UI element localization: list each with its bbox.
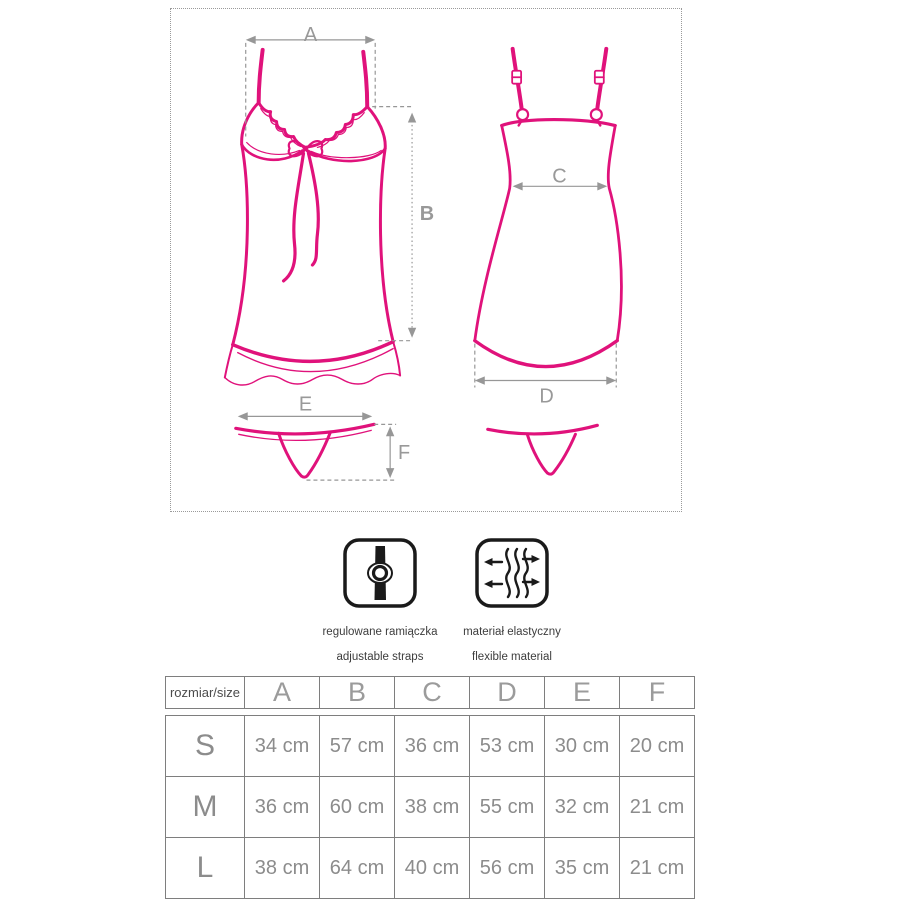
table-row-s — [166, 716, 695, 777]
measure-label-d: D — [539, 385, 554, 408]
measure-label-b: B — [419, 203, 435, 226]
value-s-f: 20 cm — [620, 716, 695, 777]
thong-front-drawing — [236, 424, 374, 477]
value-l-b: 64 cm — [320, 838, 395, 899]
measurement-diagram-box — [170, 8, 682, 512]
chemise-front-drawing — [225, 50, 400, 385]
feature-adjustable-straps — [305, 538, 455, 663]
value-l-f: 21 cm — [620, 838, 695, 899]
elastic-material-icon — [475, 538, 549, 608]
strap-ring-icon — [517, 109, 528, 120]
value-m-c: 38 cm — [395, 777, 470, 838]
column-header-e: E — [545, 677, 620, 709]
value-l-a: 38 cm — [245, 838, 320, 899]
feature-label-en: flexible material — [472, 651, 552, 663]
value-s-e: 30 cm — [545, 716, 620, 777]
feature-label-pl: materiał elastyczny — [463, 626, 561, 638]
size-table-corner-label: rozmiar/size — [166, 677, 245, 709]
value-s-c: 36 cm — [395, 716, 470, 777]
adjustable-strap-icon — [343, 538, 417, 608]
value-l-d: 56 cm — [470, 838, 545, 899]
feature-label-pl: regulowane ramiączka — [322, 626, 438, 638]
size-label-s: S — [166, 716, 245, 777]
column-header-f: F — [620, 677, 695, 709]
value-s-b: 57 cm — [320, 716, 395, 777]
size-label-l: L — [166, 838, 245, 899]
size-label-m: M — [166, 777, 245, 838]
measure-label-a: A — [303, 23, 318, 46]
column-header-b: B — [320, 677, 395, 709]
value-l-e: 35 cm — [545, 838, 620, 899]
value-s-d: 53 cm — [470, 716, 545, 777]
value-m-e: 32 cm — [545, 777, 620, 838]
column-header-d: D — [470, 677, 545, 709]
table-row-m — [166, 777, 695, 838]
size-table-body — [165, 715, 695, 899]
feature-flexible-material — [437, 538, 587, 663]
column-header-c: C — [395, 677, 470, 709]
value-m-a: 36 cm — [245, 777, 320, 838]
thong-back-drawing — [488, 425, 598, 474]
table-row-l — [166, 838, 695, 899]
feature-label-en: adjustable straps — [336, 651, 424, 663]
strap-slider-icon — [512, 71, 604, 84]
value-m-b: 60 cm — [320, 777, 395, 838]
chemise-back-drawing — [475, 49, 622, 367]
value-l-c: 40 cm — [395, 838, 470, 899]
measurement-labels — [299, 24, 567, 464]
value-m-f: 21 cm — [620, 777, 695, 838]
garment-diagram — [171, 9, 681, 511]
value-s-a: 34 cm — [245, 716, 320, 777]
measure-label-f: F — [398, 442, 411, 465]
size-table-header — [165, 676, 695, 709]
strap-ring-icon — [591, 109, 602, 120]
size-table — [165, 676, 695, 899]
measure-label-e: E — [298, 393, 313, 416]
measure-label-c: C — [552, 165, 567, 188]
column-header-a: A — [245, 677, 320, 709]
value-m-d: 55 cm — [470, 777, 545, 838]
